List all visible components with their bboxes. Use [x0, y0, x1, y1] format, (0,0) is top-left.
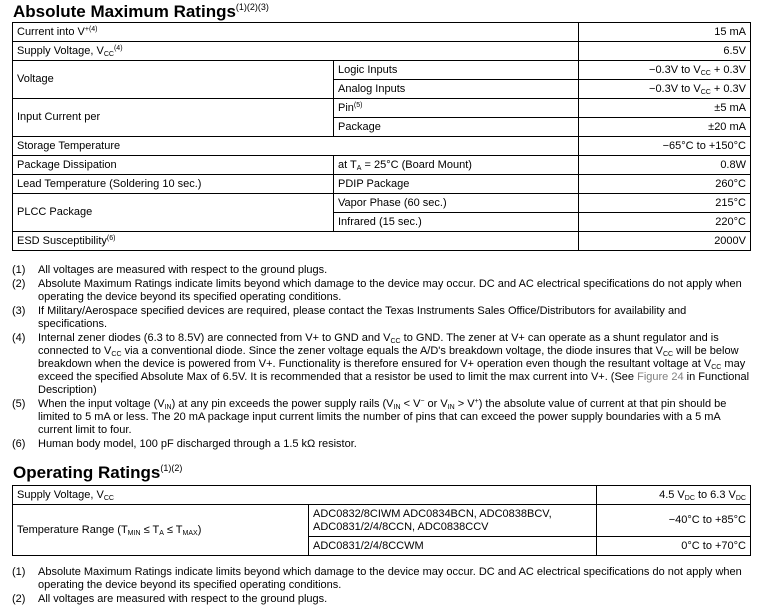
- note: (3) If Military/Aerospace specified devices are required, please contact the Texas Instruments Sales Office/Distributors for availability and specifications.: [12, 305, 687, 330]
- note: (2) All voltages are measured with respect to the ground plugs.: [12, 593, 328, 605]
- row-param: ADC0831/2/4/8CCWM: [309, 537, 597, 556]
- row-value: 220°C: [579, 213, 751, 232]
- row-label: Storage Temperature: [13, 137, 579, 156]
- table-row: [13, 486, 751, 505]
- row-value: 215°C: [579, 194, 751, 213]
- row-label: Supply Voltage, $V_{CC}$: [13, 486, 597, 505]
- table-row: [13, 505, 751, 537]
- title-refs: (1)(2)(3): [235, 2, 269, 12]
- row-param: Infrared (15 sec.): [334, 213, 579, 232]
- row-label: Current into $V^{+(4)}$: [13, 23, 579, 42]
- row-value: 2000V: [579, 232, 751, 251]
- row-value: 260°C: [579, 175, 751, 194]
- row-label: Supply Voltage, $V_{CC}^{(4)}$: [13, 42, 579, 61]
- row-label: Temperature Range $(T_{MIN} \le T_A \le T_{MAX})$: [13, 505, 309, 556]
- note: (4) Internal zener diodes (6.3 to 8.5V) are connected from V+ to GND and $V_{CC}$ to GND. The zener at V+ can operate as a shunt regulator and is connected to $V_{CC}$ via a conventional diode. Since the zener voltage equals the A/D's breakdown voltage, the diode insures that $V_{CC}$ will be below breakdown when the device is powered from V+. Functionality is therefore ensured for V+ operation even though the resultant voltage at $V_{CC}$ may exceed the specified Absolute Max of 6.5V. It is recommended that a resistor be used to limit the max current into V+. (See Figure 24 in Functional Description): [12, 332, 750, 396]
- row-param: at $T_A = 25^\circ C$ (Board Mount): [334, 156, 579, 175]
- row-label: PLCC Package: [13, 194, 334, 232]
- row-value: 0.8W: [579, 156, 751, 175]
- row-value: ±20 mA: [579, 118, 751, 137]
- row-label: Input Current per: [13, 99, 334, 137]
- row-param: Logic Inputs: [334, 61, 579, 80]
- table-row: [13, 232, 751, 251]
- table-row: [13, 194, 751, 213]
- note: (1) All voltages are measured with respect to the ground plugs.: [12, 264, 328, 276]
- row-value: 4.5 $V_{DC}$ to 6.3 $V_{DC}$: [597, 486, 751, 505]
- row-param: Package: [334, 118, 579, 137]
- row-value: 15 mA: [579, 23, 751, 42]
- table-row: [13, 137, 751, 156]
- figure-24-link[interactable]: Figure 24: [637, 371, 684, 383]
- row-value: −40°C to +85°C: [597, 505, 751, 537]
- note: (2) Absolute Maximum Ratings indicate limits beyond which damage to the device may occur. DC and AC electrical specifications do not apply when operating the device beyond its specified operating conditions.: [12, 278, 742, 303]
- row-label: Voltage: [13, 61, 334, 99]
- row-value: −0.3V to $V_{CC} + 0.3V$: [579, 61, 751, 80]
- row-param: Analog Inputs: [334, 80, 579, 99]
- table-row: [13, 175, 751, 194]
- note: (6) Human body model, 100 pF discharged through a 1.5 kΩ resistor.: [12, 438, 357, 450]
- table-row: [13, 23, 751, 42]
- title-refs: (1)(2): [160, 463, 183, 473]
- operating-notes: [12, 566, 752, 607]
- row-value: −65°C to +150°C: [579, 137, 751, 156]
- row-label: ESD Susceptibility$^{(6)}$: [13, 232, 579, 251]
- table-row: [13, 156, 751, 175]
- row-value: ±5 mA: [579, 99, 751, 118]
- note: (1) Absolute Maximum Ratings indicate limits beyond which damage to the device may occur. DC and AC electrical specifications do not apply when operating the device beyond its specified operating conditions.: [12, 566, 742, 591]
- row-value: −0.3V to $V_{CC} + 0.3V$: [579, 80, 751, 99]
- row-label: Lead Temperature (Soldering 10 sec.): [13, 175, 334, 194]
- table-row: [13, 61, 751, 80]
- table-row: [13, 42, 751, 61]
- row-label: Package Dissipation: [13, 156, 334, 175]
- row-value: 6.5V: [579, 42, 751, 61]
- abs-max-table: [12, 22, 751, 251]
- abs-max-notes: [12, 264, 752, 452]
- row-param: PDIP Package: [334, 175, 579, 194]
- operating-ratings-table: [12, 485, 751, 556]
- row-param: ADC0832/8CIWM ADC0834BCN, ADC0838BCV, ADC0831/2/4/8CCN, ADC0838CCV: [309, 505, 597, 537]
- operating-ratings-title: Operating Ratings$^{(1)(2)}$: [13, 463, 183, 482]
- row-value: 0°C to +70°C: [597, 537, 751, 556]
- row-param: Pin$^{(5)}$: [334, 99, 579, 118]
- table-row: [13, 99, 751, 118]
- abs-max-title: Absolute Maximum Ratings$^{(1)(2)(3)}$: [13, 2, 269, 21]
- row-param: Vapor Phase (60 sec.): [334, 194, 579, 213]
- note: (5) When the input voltage $(V_{IN})$ at any pin exceeds the power supply rails ($V_{IN} < V^-$ or $V_{IN} > V^+$) the absolute value of current at that pin should be limited to 5 mA or less. The 20 mA package input current limits the number of pins that can exceed the power supply boundaries with a 5 mA current limit to four.: [12, 398, 727, 436]
